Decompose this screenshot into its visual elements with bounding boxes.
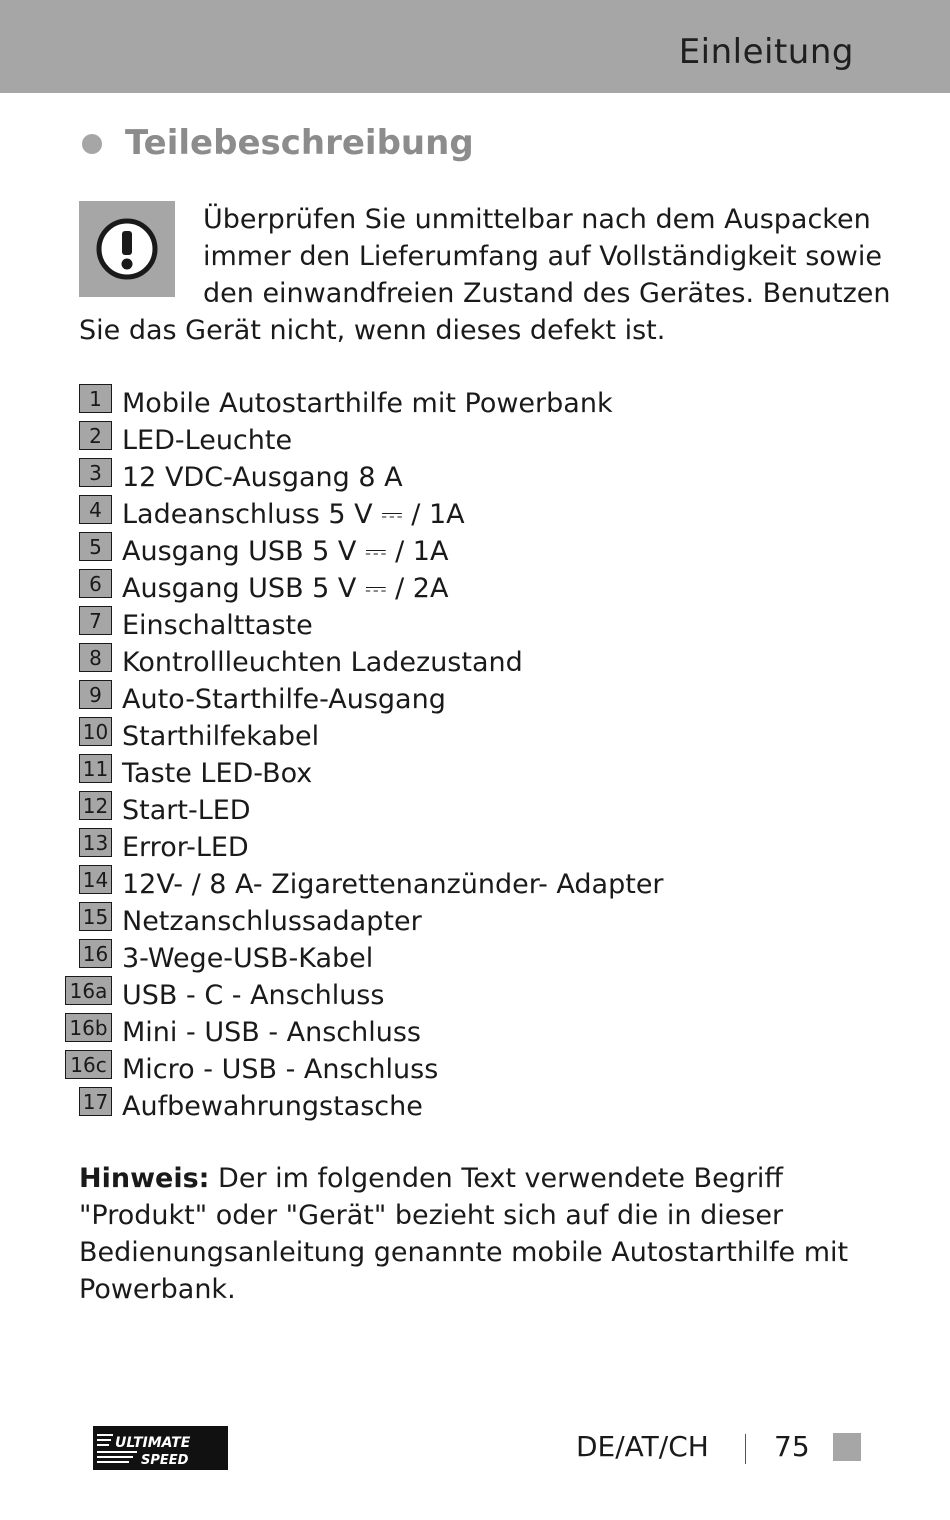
part-label: Einschalttaste: [122, 610, 313, 641]
warning-line-3: den einwandfreien Zustand des Gerätes. Benutzen: [203, 278, 891, 309]
brand-logo: [93, 1426, 228, 1470]
part-label: Kontrollleuchten Ladezustand: [122, 647, 523, 678]
part-label: Taste LED-Box: [122, 758, 313, 789]
svg-text:SPEED: SPEED: [141, 1453, 189, 1468]
part-label: USB - C - Anschluss: [122, 980, 385, 1011]
part-number-badge: 16a: [65, 976, 112, 1005]
part-number-badge: 1: [79, 384, 112, 413]
part-number-badge: 13: [79, 828, 112, 857]
section-bullet: [82, 134, 102, 154]
part-label: Ausgang USB 5 V ⎓ / 1A: [122, 536, 449, 567]
part-label: Start-LED: [122, 795, 251, 826]
part-number-badge: 6: [79, 569, 112, 598]
part-number-badge: 8: [79, 643, 112, 672]
footer-divider: [745, 1434, 746, 1464]
warning-line-4: Sie das Gerät nicht, wenn dieses defekt ist.: [79, 315, 666, 346]
part-number-badge: 4: [79, 495, 112, 524]
part-number-badge: 16b: [65, 1013, 112, 1042]
page-number: 75: [774, 1430, 810, 1463]
part-label: 3-Wege-USB-Kabel: [122, 943, 374, 974]
part-number-badge: 12: [79, 791, 112, 820]
part-label: Micro - USB - Anschluss: [122, 1054, 439, 1085]
warning-line-2: immer den Lieferumfang auf Vollständigkeit sowie: [203, 241, 882, 272]
footer-region: DE/AT/CH: [576, 1430, 709, 1463]
part-number-badge: 3: [79, 458, 112, 487]
part-label: Mobile Autostarthilfe mit Powerbank: [122, 388, 613, 419]
part-label: Auto-Starthilfe-Ausgang: [122, 684, 446, 715]
part-number-badge: 5: [79, 532, 112, 561]
warning-line-1: Überprüfen Sie unmittelbar nach dem Auspacken: [203, 204, 871, 235]
part-label: Netzanschlussadapter: [122, 906, 422, 937]
part-number-badge: 2: [79, 421, 112, 450]
part-label: Starthilfekabel: [122, 721, 320, 752]
part-label: Aufbewahrungstasche: [122, 1091, 423, 1122]
part-number-badge: 15: [79, 902, 112, 931]
part-label: Ausgang USB 5 V ⎓ / 2A: [122, 573, 449, 604]
part-label: 12V- / 8 A- Zigarettenanzünder- Adapter: [122, 869, 664, 900]
part-number-badge: 7: [79, 606, 112, 635]
hint-label: Hinweis:: [79, 1163, 210, 1194]
part-number-badge: 11: [79, 754, 112, 783]
part-label: Error-LED: [122, 832, 249, 863]
part-number-badge: 14: [79, 865, 112, 894]
part-number-badge: 16c: [65, 1050, 112, 1079]
hint-paragraph: [79, 1160, 859, 1308]
part-number-badge: 9: [79, 680, 112, 709]
exclamation-circle-icon: [79, 201, 175, 297]
part-number-badge: 10: [79, 717, 112, 746]
part-number-badge: 17: [79, 1087, 112, 1116]
page-header: [0, 0, 950, 93]
hint-text: Der im folgenden Text verwendete Begriff "Produkt" oder "Gerät" bezieht sich auf die in dieser Bedienungsanleitung genannte mobile Autostarthilfe mit Powerbank.: [79, 1163, 849, 1305]
part-label: Mini - USB - Anschluss: [122, 1017, 422, 1048]
footer-square: [833, 1433, 861, 1461]
part-label: LED-Leuchte: [122, 425, 293, 456]
section-title: Teilebeschreibung: [125, 123, 474, 163]
svg-text:ULTIMATE: ULTIMATE: [115, 1435, 191, 1451]
warning-box: [79, 201, 175, 297]
part-label: Ladeanschluss 5 V ⎓ / 1A: [122, 499, 465, 530]
part-label: 12 VDC-Ausgang 8 A: [122, 462, 403, 493]
part-number-badge: 16: [79, 939, 112, 968]
header-title: Einleitung: [678, 32, 854, 72]
